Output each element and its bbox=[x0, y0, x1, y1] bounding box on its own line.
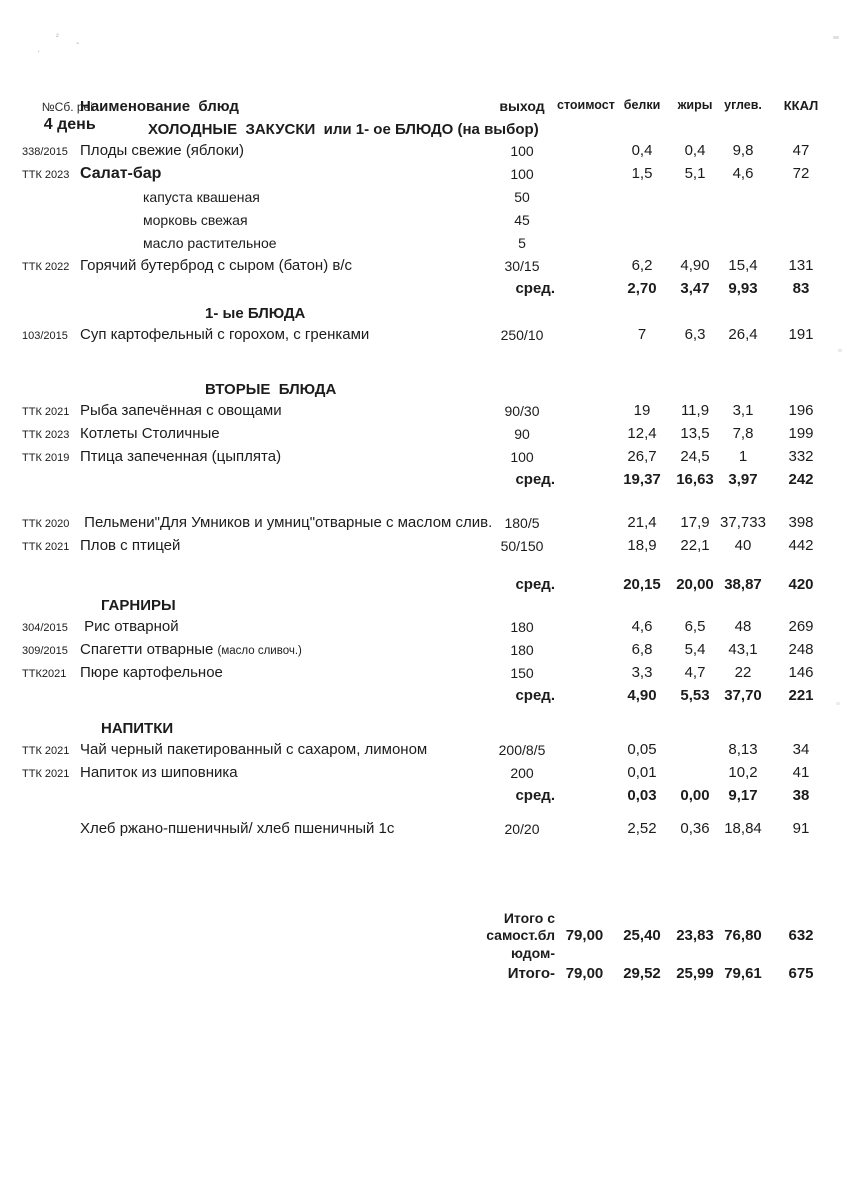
carbs-value: 9,93 bbox=[728, 280, 758, 297]
dish-name-note: (масло сливоч.) bbox=[217, 645, 302, 657]
totals-kcal: 675 bbox=[788, 964, 814, 982]
dish-code: ТТК 2019 bbox=[22, 451, 70, 464]
protein-value: 21,4 bbox=[627, 514, 657, 531]
protein-value: 0,05 bbox=[627, 741, 657, 758]
table-row bbox=[22, 661, 840, 684]
dish-code: ТТК 2023 bbox=[22, 168, 70, 181]
dish-code bbox=[22, 219, 78, 221]
carbs-value: 3,1 bbox=[732, 402, 754, 419]
carbs-value: 3,97 bbox=[728, 471, 758, 488]
totals-protein: 29,52 bbox=[623, 964, 661, 982]
portion-size: 20/20 bbox=[504, 820, 540, 837]
fat-value: 0,4 bbox=[684, 142, 706, 159]
protein-value: 2,70 bbox=[627, 280, 657, 297]
dish-code bbox=[22, 389, 78, 391]
table-row bbox=[22, 399, 840, 422]
carbs-value: 37,733 bbox=[720, 514, 766, 531]
protein-value: 26,7 bbox=[627, 448, 657, 465]
col-header-kcal: ККАЛ bbox=[783, 98, 819, 113]
carbs-value: 15,4 bbox=[728, 257, 758, 274]
kcal-value: 196 bbox=[788, 402, 814, 419]
table-row bbox=[22, 162, 840, 185]
portion-size: 200 bbox=[510, 764, 534, 781]
protein-value: 6,8 bbox=[631, 641, 653, 658]
totals-line bbox=[22, 964, 840, 982]
dish-name: Спагетти отварные (масло сливоч.) bbox=[80, 641, 302, 658]
table-row bbox=[22, 445, 840, 468]
carbs-value: 26,4 bbox=[728, 326, 758, 343]
carbs-value: 22 bbox=[734, 664, 752, 681]
dish-name: Чай черный пакетированный с сахаром, лимоном bbox=[80, 741, 428, 758]
totals-line bbox=[22, 926, 840, 944]
portion-size: 50/150 bbox=[500, 537, 544, 554]
table-row bbox=[22, 784, 840, 807]
fat-value: 22,1 bbox=[680, 537, 710, 554]
protein-value: 19,37 bbox=[623, 471, 661, 488]
col-header-protein: белки bbox=[623, 98, 661, 112]
protein-value: 18,9 bbox=[627, 537, 657, 554]
fat-value: 6,3 bbox=[684, 326, 706, 343]
kcal-value: 248 bbox=[788, 641, 814, 658]
table-rows bbox=[22, 120, 840, 840]
dish-name: Пюре картофельное bbox=[80, 664, 223, 681]
kcal-value: 191 bbox=[788, 326, 814, 343]
menu-table bbox=[22, 98, 840, 982]
col-header-dish-name: Наименование блюд bbox=[80, 98, 239, 115]
kcal-value: 398 bbox=[788, 514, 814, 531]
dish-code: ТТК 2021 bbox=[22, 767, 70, 780]
protein-value: 0,4 bbox=[631, 142, 653, 159]
carbs-value: 9,8 bbox=[732, 142, 754, 159]
portion-size: 250/10 bbox=[500, 326, 544, 343]
dish-code: 103/2015 bbox=[22, 329, 68, 342]
kcal-value: 131 bbox=[788, 257, 814, 274]
totals-row bbox=[22, 964, 840, 982]
table-row bbox=[22, 323, 840, 346]
totals-fat: 25,99 bbox=[676, 964, 714, 982]
protein-value: 12,4 bbox=[627, 425, 657, 442]
totals-fat: 23,83 bbox=[676, 926, 714, 944]
kcal-value: 420 bbox=[788, 576, 814, 593]
portion-size: 30/15 bbox=[504, 257, 540, 274]
fat-value: 20,00 bbox=[676, 576, 714, 593]
pencil-mark: - bbox=[76, 38, 82, 49]
dish-name: морковь свежая bbox=[143, 211, 248, 228]
fat-value: 6,5 bbox=[684, 618, 706, 635]
pencil-mark: ² bbox=[56, 32, 61, 41]
dish-code: 309/2015 bbox=[22, 644, 68, 657]
section-title: ГАРНИРЫ bbox=[101, 597, 176, 614]
kcal-value: 38 bbox=[792, 787, 810, 804]
dish-code bbox=[22, 605, 78, 607]
fat-value: 5,1 bbox=[684, 165, 706, 182]
totals-label: Итого с bbox=[503, 909, 555, 926]
dish-code bbox=[22, 196, 78, 198]
totals-cost: 79,00 bbox=[565, 964, 604, 982]
table-row bbox=[22, 139, 840, 162]
dish-name: Горячий бутерброд с сыром (батон) в/с bbox=[80, 257, 353, 274]
table-row bbox=[22, 638, 840, 661]
table-row bbox=[22, 719, 840, 738]
col-header-fat: жиры bbox=[677, 98, 713, 112]
col-header-cost: стоимост bbox=[557, 98, 615, 112]
portion-size: 100 bbox=[510, 165, 534, 182]
portion-size: 100 bbox=[510, 142, 534, 159]
kcal-value: 332 bbox=[788, 448, 814, 465]
table-row bbox=[22, 615, 840, 638]
dish-code: 304/2015 bbox=[22, 621, 68, 634]
carbs-value: 40 bbox=[734, 537, 752, 554]
portion-size: 100 bbox=[510, 448, 534, 465]
kcal-value: 269 bbox=[788, 618, 814, 635]
kcal-value: 221 bbox=[788, 687, 814, 704]
table-row bbox=[22, 511, 840, 534]
table-header-row bbox=[22, 98, 840, 120]
dish-code bbox=[22, 288, 78, 290]
portion-size: 180 bbox=[510, 641, 534, 658]
dish-code bbox=[22, 479, 78, 481]
protein-value: 7 bbox=[637, 326, 647, 343]
menu-number-label: №Сб. реі bbox=[41, 100, 93, 114]
dish-code bbox=[22, 242, 78, 244]
portion-size: 90/30 bbox=[504, 402, 540, 419]
dish-name: Птица запеченная (цыплята) bbox=[80, 448, 282, 465]
fat-value: 24,5 bbox=[680, 448, 710, 465]
dish-name: масло растительное bbox=[143, 234, 277, 251]
totals-kcal: 632 bbox=[788, 926, 814, 944]
dish-code bbox=[22, 795, 78, 797]
table-row bbox=[22, 254, 840, 277]
kcal-value: 41 bbox=[792, 764, 810, 781]
carbs-value: 9,17 bbox=[728, 787, 758, 804]
dish-name: Пельмени"Для Умников и умниц"отварные с маслом слив. bbox=[80, 514, 493, 531]
kcal-value: 83 bbox=[792, 280, 810, 297]
totals-row bbox=[22, 909, 840, 961]
dish-code bbox=[22, 584, 78, 586]
section-title: НАПИТКИ bbox=[101, 720, 174, 737]
fat-value: 5,4 bbox=[684, 641, 706, 658]
carbs-value: 37,70 bbox=[724, 687, 762, 704]
carbs-value: 48 bbox=[734, 618, 752, 635]
totals-label: самост.бл bbox=[486, 927, 555, 943]
totals-line bbox=[22, 944, 840, 961]
portion-size: 200/8/5 bbox=[498, 741, 546, 758]
table-row bbox=[22, 468, 840, 491]
fat-value: 5,53 bbox=[680, 687, 710, 704]
col-header-output: выход bbox=[499, 98, 545, 114]
scan-speck bbox=[833, 36, 839, 39]
totals-protein: 25,40 bbox=[623, 926, 661, 944]
section-title: 1- ые БЛЮДА bbox=[205, 305, 306, 322]
dish-code: ТТК2021 bbox=[22, 667, 67, 680]
table-row bbox=[22, 208, 840, 231]
protein-value: 0,03 bbox=[627, 787, 657, 804]
protein-value: 6,2 bbox=[631, 257, 653, 274]
avg-label: сред. bbox=[515, 787, 555, 804]
table-row bbox=[22, 185, 840, 208]
carbs-value: 43,1 bbox=[728, 641, 758, 658]
kcal-value: 199 bbox=[788, 425, 814, 442]
fat-value: 11,9 bbox=[680, 402, 710, 419]
dish-name: Напиток из шиповника bbox=[80, 764, 238, 781]
table-row bbox=[22, 817, 840, 840]
fat-value: 16,63 bbox=[676, 471, 714, 488]
totals-line bbox=[22, 909, 840, 926]
totals-label: юдом- bbox=[510, 944, 555, 961]
dish-code bbox=[22, 828, 78, 830]
totals-carbs: 79,61 bbox=[724, 964, 762, 982]
dish-code: ТТК 2021 bbox=[22, 405, 70, 418]
dish-code: ТТК 2023 bbox=[22, 428, 70, 441]
portion-size: 50 bbox=[514, 188, 530, 205]
portion-size: 5 bbox=[518, 234, 526, 251]
protein-value: 1,5 bbox=[631, 165, 653, 182]
table-row bbox=[22, 761, 840, 784]
table-row bbox=[22, 534, 840, 557]
table-row bbox=[22, 738, 840, 761]
dish-name: капуста квашеная bbox=[143, 188, 260, 205]
totals-label: Итого- bbox=[507, 964, 555, 982]
kcal-value: 442 bbox=[788, 537, 814, 554]
dish-name: Рыба запечённая с овощами bbox=[80, 402, 282, 419]
carbs-value: 8,13 bbox=[728, 741, 758, 758]
protein-value: 2,52 bbox=[627, 820, 657, 837]
protein-value: 0,01 bbox=[627, 764, 657, 781]
protein-value: 3,3 bbox=[631, 664, 653, 681]
totals-block bbox=[22, 909, 840, 982]
dish-name: Котлеты Столичные bbox=[80, 425, 220, 442]
portion-size: 90 bbox=[514, 425, 530, 442]
kcal-value: 47 bbox=[792, 142, 810, 159]
portion-size: 180 bbox=[510, 618, 534, 635]
table-row bbox=[22, 277, 840, 300]
dish-code bbox=[22, 313, 78, 315]
dish-code: ТТК 2022 bbox=[22, 260, 70, 273]
dish-code: 338/2015 bbox=[22, 145, 68, 158]
avg-label: сред. bbox=[515, 687, 555, 704]
kcal-value: 91 bbox=[792, 820, 810, 837]
fat-value: 17,9 bbox=[680, 514, 710, 531]
protein-value: 4,6 bbox=[631, 618, 653, 635]
table-row bbox=[22, 573, 840, 596]
pencil-mark: ˏ bbox=[34, 41, 43, 54]
portion-size: 180/5 bbox=[504, 514, 540, 531]
totals-cost: 79,00 bbox=[565, 926, 604, 944]
menu-day-label: 4 день bbox=[43, 116, 96, 133]
table-row bbox=[22, 684, 840, 707]
dish-code bbox=[22, 129, 78, 131]
fat-value: 4,90 bbox=[680, 257, 710, 274]
col-header-carbs: углев. bbox=[724, 98, 762, 112]
protein-value: 20,15 bbox=[623, 576, 661, 593]
avg-label: сред. bbox=[515, 576, 555, 593]
carbs-value: 10,2 bbox=[728, 764, 758, 781]
fat-value: 0,36 bbox=[680, 820, 710, 837]
dish-code: ТТК 2021 bbox=[22, 744, 70, 757]
avg-label: сред. bbox=[515, 471, 555, 488]
carbs-value: 4,6 bbox=[732, 165, 754, 182]
carbs-value: 1 bbox=[738, 448, 748, 465]
kcal-value: 72 bbox=[792, 165, 810, 182]
portion-size: 45 bbox=[514, 211, 530, 228]
dish-name: Рис отварной bbox=[80, 618, 179, 635]
section-title: ХОЛОДНЫЕ ЗАКУСКИ или 1- ое БЛЮДО (на выбор) bbox=[148, 121, 539, 138]
dish-name: Хлеб ржано-пшеничный/ хлеб пшеничный 1с bbox=[80, 820, 395, 837]
col-header-code-spacer bbox=[22, 98, 78, 100]
carbs-value: 7,8 bbox=[732, 425, 754, 442]
fat-value: 3,47 bbox=[680, 280, 710, 297]
dish-name: Суп картофельный с горохом, с гренками bbox=[80, 326, 370, 343]
table-row bbox=[22, 231, 840, 254]
carbs-value: 38,87 bbox=[724, 576, 762, 593]
fat-value: 4,7 bbox=[684, 664, 706, 681]
kcal-value: 146 bbox=[788, 664, 814, 681]
kcal-value: 34 bbox=[792, 741, 810, 758]
avg-label: сред. bbox=[515, 280, 555, 297]
table-row bbox=[22, 596, 840, 615]
dish-code: ТТК 2020 bbox=[22, 517, 70, 530]
protein-value: 4,90 bbox=[627, 687, 657, 704]
table-row bbox=[22, 422, 840, 445]
dish-name: Плоды свежие (яблоки) bbox=[80, 142, 245, 159]
portion-size: 150 bbox=[510, 664, 534, 681]
dish-name: Салат-бар bbox=[80, 164, 162, 182]
dish-code: ТТК 2021 bbox=[22, 540, 70, 553]
section-title: ВТОРЫЕ БЛЮДА bbox=[205, 381, 337, 398]
dish-code bbox=[22, 728, 78, 730]
totals-carbs: 76,80 bbox=[724, 926, 762, 944]
table-row bbox=[22, 380, 840, 399]
table-row bbox=[22, 304, 840, 323]
dish-code bbox=[22, 695, 78, 697]
protein-value: 19 bbox=[633, 402, 651, 419]
fat-value: 0,00 bbox=[680, 787, 710, 804]
carbs-value: 18,84 bbox=[724, 820, 762, 837]
fat-value: 13,5 bbox=[680, 425, 710, 442]
table-row bbox=[22, 120, 840, 139]
kcal-value: 242 bbox=[788, 471, 814, 488]
dish-name: Плов с птицей bbox=[80, 537, 181, 554]
